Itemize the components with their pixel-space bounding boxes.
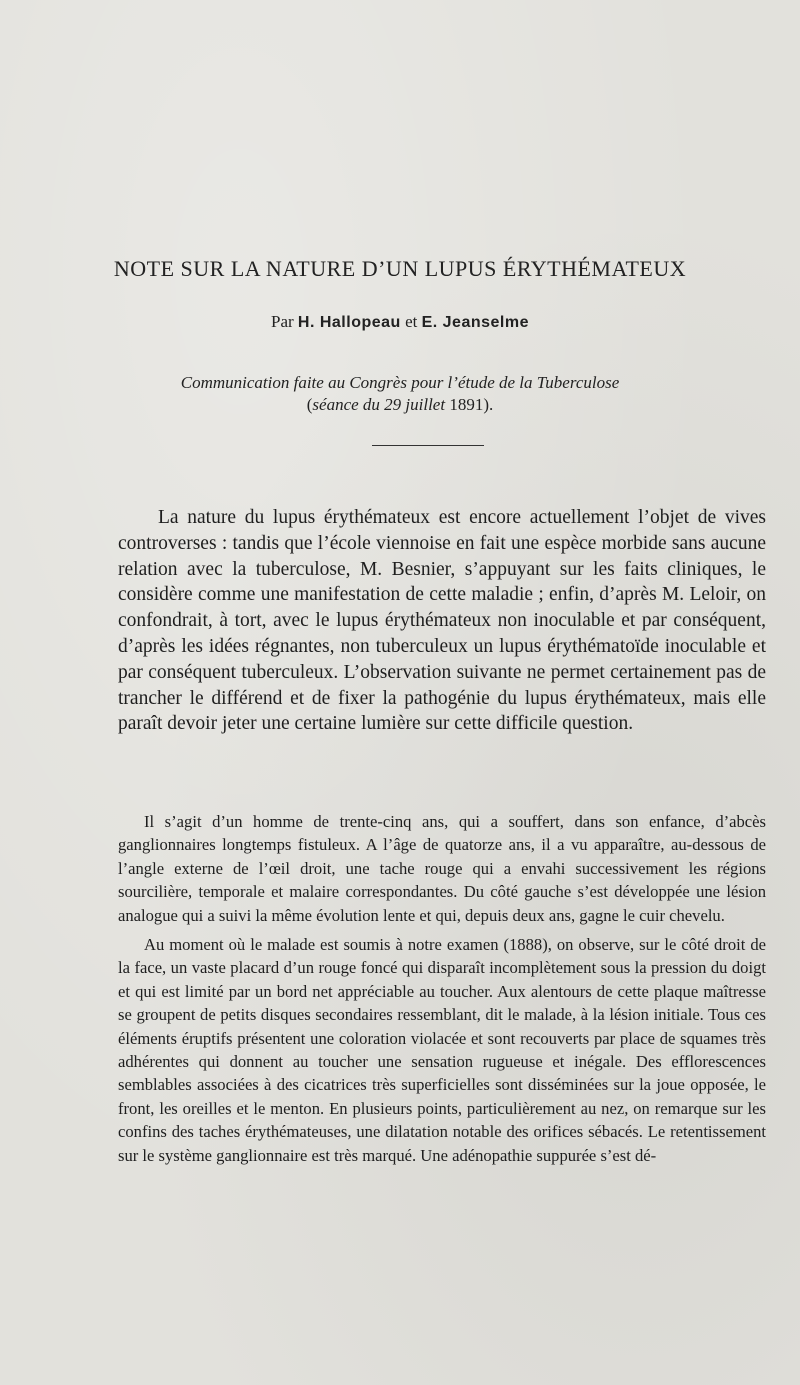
article-authors: [0, 312, 800, 332]
lead-paragraph-text: La nature du lupus érythémateux est encore actuellement l’objet de vives controverses : tandis que l’école viennoise en fait une espèce morbide sans aucune relation avec la tuberculose, M. Besnier, s’appuyant sur les faits cliniques, le considère comme une manifestation de cette maladie ; enfin, d’après M. Leloir, on confondrait, à tort, avec le lupus érythémateux non inoculable et par conséquent, d’après les idées régnantes, non tuberculeux un lupus érythématoïde inoculable et par conséquent tuberculeux. L’observation suivante ne permet certainement pas de trancher le différend et de fixer la pathogénie du lupus érythémateux, mais elle paraît devoir jeter une certaine lumière sur cette difficile question.: [118, 507, 766, 735]
authors-prefix: Par: [270, 312, 294, 331]
paragraph-2: Il s’agit d’un homme de trente-cinq ans, qui a souffert, dans son enfance, d’abcès ganglionnaires longtemps fistuleux. A l’âge de quatorze ans, il a vu apparaître, au-dessous de l’angle externe de l’œil droit, une tache rouge qui a envahi successivement les régions sourcilière, temporale et malaire correspondantes. Du côté gauche s’est développée une lésion analogue qui a suivi la même évolution lente et qui, depuis deux ans, gagne le cuir chevelu.: [118, 812, 766, 925]
communication-session: séance du 29 juillet: [312, 395, 446, 414]
article-title: NOTE SUR LA NATURE D’UN LUPUS ÉRYTHÉMATEUX: [113, 256, 687, 281]
body-text: [118, 810, 766, 1167]
communication-line-2: [0, 394, 800, 416]
author-2: E. Jeanselme: [421, 314, 529, 331]
author-1: H. Hallopeau: [297, 314, 401, 331]
paragraph-3: Au moment où le malade est soumis à notre examen (1888), on observe, sur le côté droit de la face, un vaste placard d’un rouge foncé qui disparaît incomplètement sous la pression du doigt et qui est limité par un bord net appréciable au toucher. Aux alentours de cette plaque maîtresse se groupent de petits disques secondaires ressemblant, dit le malade, à la lésion initiale. Tous ces éléments éruptifs présentent une coloration violacée et sont recouverts par place de squames très adhérentes qui donnent au toucher une sensation rugueuse et inégale. Des efflorescences semblables associées à des cicatrices très superficielles sont disséminées sur la joue opposée, le front, les oreilles et le menton. En plusieurs points, particulièrement au nez, on remarque sur les confins des taches érythémateuses, une dilatation notable des orifices sébacés. Le retentissement sur le système ganglionnaire est très marqué. Une adénopathie suppurée s’est dé-: [118, 935, 766, 1165]
section-divider: [372, 445, 484, 446]
communication-open-paren: (: [306, 395, 313, 414]
communication-line-1: Communication faite au Congrès pour l’étude de la Tuberculose: [180, 373, 620, 392]
communication-note: [0, 372, 800, 416]
lead-paragraph: [118, 505, 766, 737]
communication-year: 1891).: [449, 395, 494, 414]
authors-conjunction: et: [405, 312, 418, 331]
